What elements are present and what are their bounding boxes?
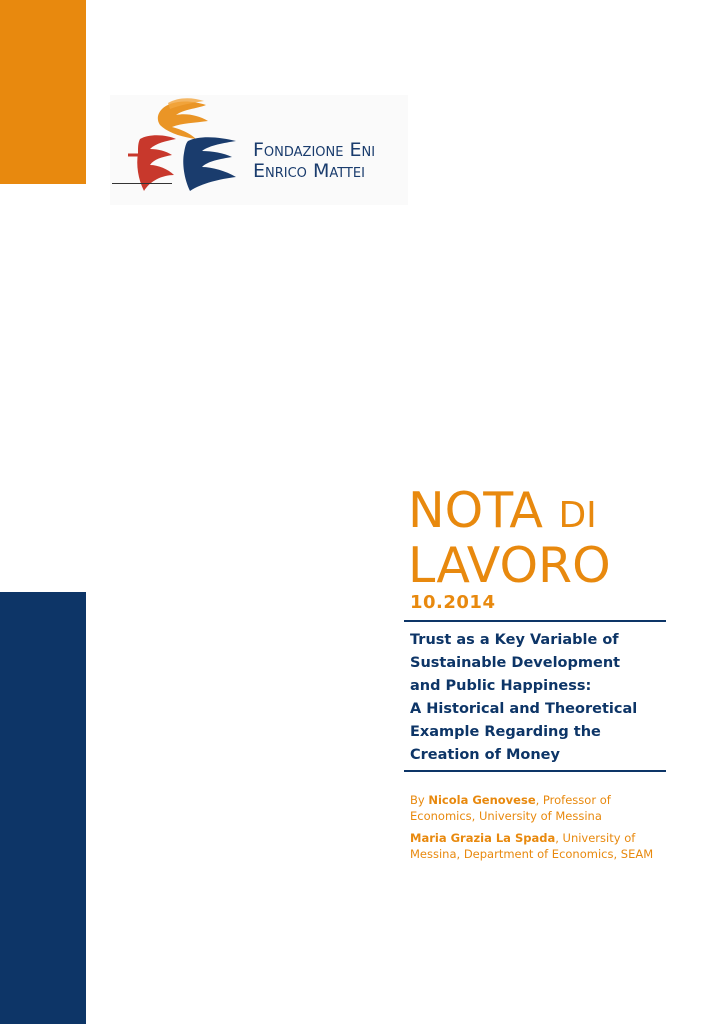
paper-title-line: A Historical and Theoretical bbox=[410, 701, 638, 717]
author-list bbox=[410, 792, 672, 862]
logo-rule bbox=[112, 183, 172, 184]
author-2-name: Maria Grazia La Spada bbox=[410, 831, 556, 845]
paper-title-line: Creation of Money bbox=[410, 747, 560, 763]
author-2 bbox=[410, 830, 672, 862]
paper-title-line: Trust as a Key Variable of bbox=[410, 632, 619, 648]
feem-logo bbox=[110, 95, 408, 205]
orange-side-bar bbox=[0, 0, 86, 184]
navy-side-bar bbox=[0, 592, 86, 1024]
series-word-lavoro: LAVORO bbox=[408, 537, 611, 594]
series-title bbox=[408, 482, 611, 594]
paper-title-line: Sustainable Development bbox=[410, 655, 621, 671]
author-2-affiliation: , University of Messina, Department of Economics, SEAM bbox=[410, 831, 654, 861]
author-prefix: By bbox=[410, 793, 429, 807]
paper-title-line: and Public Happiness: bbox=[410, 678, 592, 694]
paper-title bbox=[410, 629, 668, 767]
logo-text-line2: Enrico Mattei bbox=[253, 160, 365, 182]
series-word-nota: NOTA bbox=[408, 482, 543, 539]
series-word-di: DI bbox=[558, 495, 597, 536]
paper-title-line: Example Regarding the bbox=[410, 724, 601, 740]
top-divider bbox=[404, 620, 666, 622]
bottom-divider bbox=[404, 770, 666, 772]
feem-emblem-icon bbox=[110, 95, 260, 205]
issue-number: 10.2014 bbox=[410, 592, 496, 613]
author-1-name: Nicola Genovese bbox=[428, 793, 536, 807]
logo-text-line1: Fondazione Eni bbox=[253, 139, 376, 161]
author-1 bbox=[410, 792, 672, 824]
author-1-affiliation: , Professor of Economics, University of Messina bbox=[410, 793, 611, 823]
